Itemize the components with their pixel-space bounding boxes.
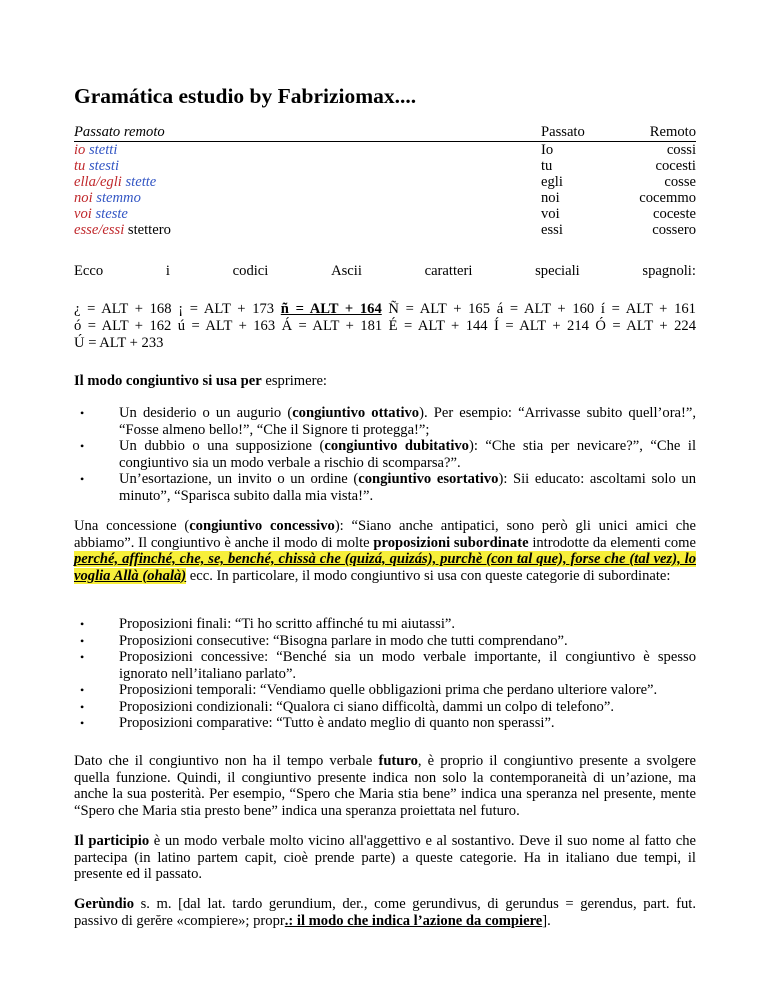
header-remoto: Remoto — [649, 124, 696, 140]
pronoun: esse/essi — [74, 222, 125, 238]
ecco-word: caratteri — [424, 263, 473, 279]
verb-row — [74, 222, 696, 238]
verb-row — [74, 174, 696, 190]
pronoun: voi — [74, 206, 92, 222]
codes-line: ¿ = ALT + 168 ¡ = ALT + 173 ñ = ALT + 164 Ñ = ALT + 165 á = ALT + 160 í = ALT + 161 — [74, 301, 696, 317]
congiuntivo-intro: Il modo congiuntivo si usa per esprimere: — [74, 373, 327, 389]
pronoun: noi — [74, 190, 93, 206]
list-item: • Proposizioni comparative: “Tutto è andato meglio di quanto non sperassi”. — [74, 715, 696, 732]
verb-table — [74, 124, 696, 238]
verb-form: steste — [91, 206, 128, 222]
verb-row — [74, 158, 696, 174]
verb-form: stette — [121, 174, 157, 190]
pronoun-mid: tu — [541, 158, 553, 174]
verb-form-cuocere: cossi — [666, 142, 696, 158]
ascii-codes — [74, 301, 696, 352]
participio-paragraph: Il participio è un modo verbale molto vicino all'aggettivo e al sostantivo. Deve il suo nome al fatto che partecipa (in latino partem capit, cioè prende parte) a queste categorie. Ha in italiano due tempi, il presente ed il passato. — [74, 833, 696, 882]
pronoun: tu — [74, 158, 86, 174]
codes-line: Ú = ALT + 233 — [74, 335, 164, 351]
futuro-paragraph: Dato che il congiuntivo non ha il tempo verbale futuro, è proprio il congiuntivo presente a svolgere quella funzione. Quindi, il congiuntivo presente indica non solo la contemporaneità di un’azione, ma anche la sua posterità. Per esempio, “Spero che Maria stia bene” indica una speranza nel presente, mente “Spero che Maria stia presto bene” indica una speranza proiettata nel futuro. — [74, 753, 696, 819]
verb-form-cuocere: cocesti — [655, 158, 696, 174]
header-passato: Passato — [541, 124, 585, 140]
verb-form-cuocere: cossero — [652, 222, 696, 238]
document-title: Gramática estudio by Fabriziomax.... — [74, 84, 417, 108]
pronoun-mid: voi — [541, 206, 560, 222]
subordinate-list — [74, 616, 696, 732]
ecco-word: Ecco — [74, 263, 104, 279]
verb-row — [74, 190, 696, 206]
gerundio-paragraph: Gerùndio s. m. [dal lat. tardo gerundium, der., come gerundivus, di gerundus = gerendus, part. fut. passivo di gerĕre «compiere»; propr.: il modo che indica l’azione da compiere]. — [74, 896, 696, 929]
ecco-word: codici — [232, 263, 269, 279]
pronoun-mid: egli — [541, 174, 563, 190]
verb-table-header — [74, 124, 696, 142]
list-item: • Un’esortazione, un invito o un ordine (congiuntivo esortativo): Sii educato: ascoltami solo un minuto”, “Sparisca subito dalla mia vista!”. — [74, 471, 696, 504]
list-item: • Un dubbio o una supposizione (congiuntivo dubitativo): “Che stia per nevicare?”, “Che il congiuntivo sia un modo verbale a rischio di scomparsa?”. — [74, 438, 696, 471]
pronoun: ella/egli — [74, 174, 122, 190]
pronoun: io — [74, 142, 86, 158]
verb-row — [74, 142, 696, 158]
list-item: • Proposizioni concessive: “Benché sia un modo verbale importante, il congiuntivo è spesso ignorato nell’italiano parlato”. — [74, 649, 696, 682]
verb-form: stetti — [85, 142, 118, 158]
highlighted-conjunctions: perché, affinché, che, se, benché, chissà che (quizá, quizás), purchè (con tal que), forse che (tal vez), lo voglia Allà (ohalà) — [74, 551, 696, 584]
list-item: • Proposizioni condizionali: “Qualora ci siano difficoltà, dammi un colpo di telefono”. — [74, 699, 696, 716]
ecco-word: speciali — [535, 263, 580, 279]
ecco-word: Ascii — [331, 263, 362, 279]
concession-paragraph: Una concessione (congiuntivo concessivo): “Siano anche antipatici, sono però gli unici amici che abbiamo”. Il congiuntivo è anche il modo di molte proposizioni subordinate introdotte da elementi come perché, affinché, che, se, benché, chissà che (quizá, quizás), purchè (con tal que), forse che (tal vez), lo voglia Allà (ohalà) ecc. In particolare, il modo congiuntivo si usa con queste categorie di subordinate: — [74, 518, 697, 584]
verb-form-cuocere: cosse — [664, 174, 696, 190]
verb-form: stemmo — [92, 190, 141, 206]
verb-form-cuocere: cocemmo — [639, 190, 696, 206]
codes-line: ó = ALT + 162 ú = ALT + 163 Á = ALT + 181 É = ALT + 144 Í = ALT + 214 Ó = ALT + 224 — [74, 318, 696, 334]
verb-form-cuocere: coceste — [653, 206, 696, 222]
verb-form: stesti — [85, 158, 120, 174]
ascii-codes-heading — [74, 263, 696, 280]
list-item: • Un desiderio o un augurio (congiuntivo ottativo). Per esempio: “Arrivasse subito quell’ora!”, “Fosse almeno bello!”, “Che il Signore ti protegga!”; — [74, 405, 696, 438]
enye-code: ñ = ALT + 164 — [280, 301, 382, 317]
congiuntivo-uses-list — [74, 405, 696, 504]
ecco-word: spagnoli: — [642, 263, 696, 279]
verb-row — [74, 206, 696, 222]
pronoun-mid: Io — [541, 142, 554, 158]
ecco-word: i — [165, 263, 170, 279]
header-passato-remoto: Passato remoto — [74, 124, 165, 140]
list-item: • Proposizioni finali: “Ti ho scritto affinché tu mi aiutassi”. — [74, 616, 696, 633]
list-item: • Proposizioni temporali: “Vendiamo quelle obbligazioni prima che perdano ulteriore valore”. — [74, 682, 696, 699]
pronoun-mid: noi — [541, 190, 560, 206]
list-item: • Proposizioni consecutive: “Bisogna parlare in modo che tutti comprendano”. — [74, 633, 696, 650]
verb-form: stettero — [124, 222, 171, 238]
pronoun-mid: essi — [541, 222, 563, 238]
